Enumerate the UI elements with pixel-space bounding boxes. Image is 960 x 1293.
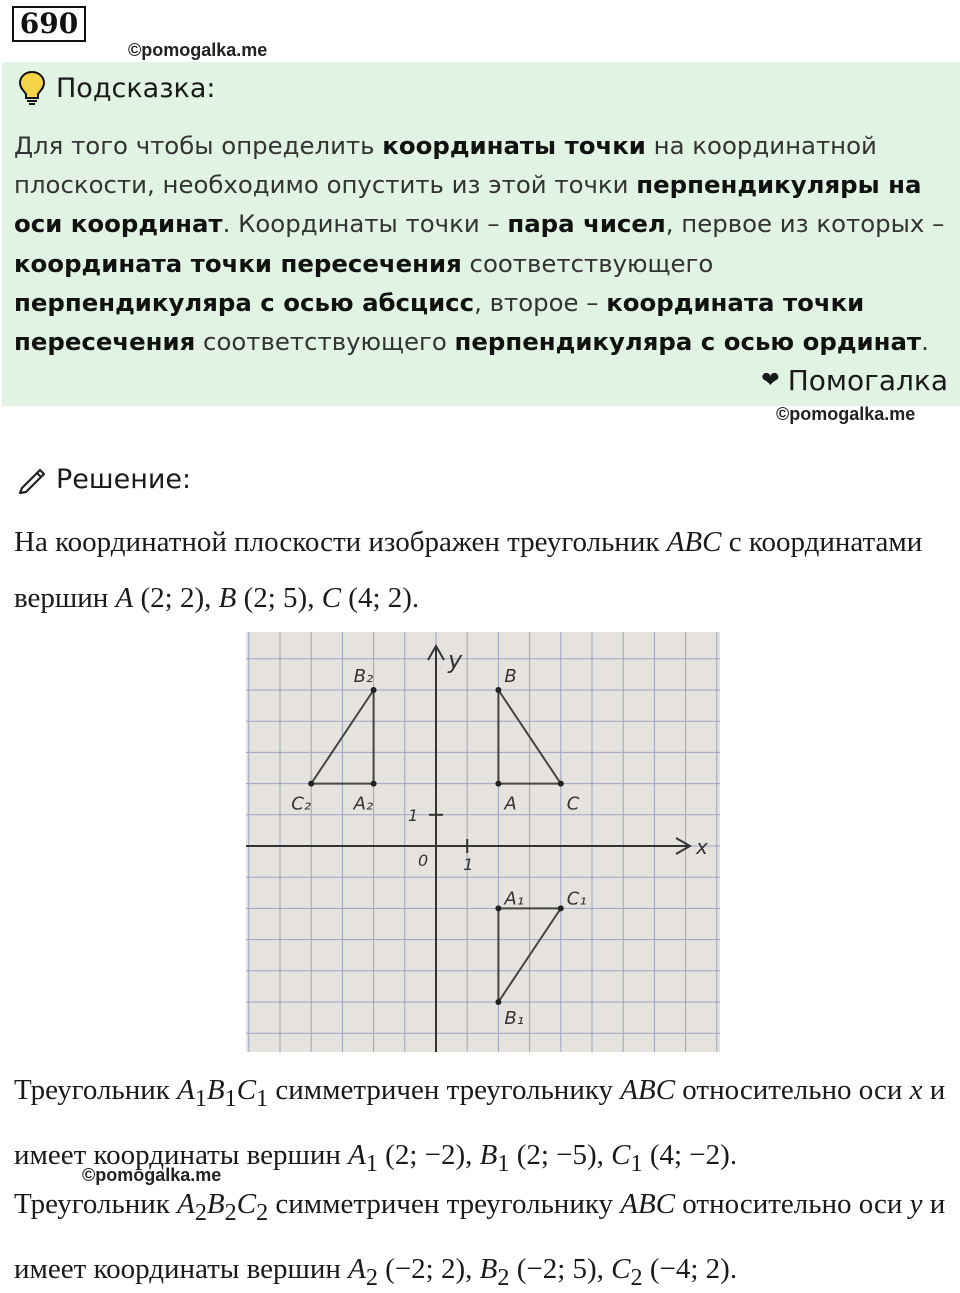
- unit-y-label: 1: [408, 805, 419, 825]
- hint-title: [18, 70, 216, 106]
- vertex-label: B: [504, 666, 517, 687]
- solution-title-text: Решение:: [56, 463, 192, 495]
- vertex-point: [495, 687, 501, 693]
- pencil-icon: [16, 462, 50, 496]
- axis-y-label: y: [448, 646, 463, 674]
- watermark: ©pomogalka.me: [776, 404, 916, 424]
- hint-segment: . Координаты точки –: [222, 209, 508, 239]
- watermark: ©pomogalka.me: [128, 40, 268, 60]
- hint-segment: перпендикуляра с осью абсцисс: [14, 287, 475, 317]
- hint-text: [14, 126, 949, 361]
- vertex-point: [495, 781, 501, 787]
- vertex-label: C₂: [291, 793, 311, 815]
- hint-segment: , второе –: [474, 287, 607, 317]
- origin-label: 0: [418, 851, 429, 870]
- hint-segment: Для того чтобы определить: [14, 131, 383, 160]
- vertex-point: [308, 781, 314, 787]
- coordinate-plane: [246, 632, 720, 1052]
- solution-paragraph-1: На координатной плоскости изображен треугольник ABC с координатами вершин A (2; 2), B (2; 5), C (4; 2).: [14, 526, 923, 614]
- vertex-point: [371, 687, 377, 693]
- watermark: ©pomogalka.me: [82, 1165, 222, 1185]
- vertex-point: [495, 999, 501, 1005]
- vertex-label: A: [504, 793, 517, 815]
- hint-title-text: Подсказка:: [56, 72, 216, 104]
- unit-x-label: 1: [463, 855, 474, 874]
- hint-segment: соответствующего: [195, 327, 455, 357]
- hint-segment: координата точки пересечения: [14, 248, 462, 278]
- vertex-point: [558, 905, 564, 911]
- vertex-label: C₁: [566, 888, 587, 910]
- hint-segment: пара чисел: [507, 209, 666, 239]
- lightbulb-icon: [18, 70, 46, 106]
- hint-segment: , первое из которых –: [665, 209, 945, 239]
- vertex-point: [371, 781, 377, 787]
- hint-segment: соответствующего: [461, 248, 714, 278]
- hint-segment: координата точки пересечения: [14, 287, 865, 357]
- vertex-label: C: [566, 793, 580, 815]
- hint-segment: перпендикуляры на оси координат: [14, 170, 922, 239]
- solution-paragraph-3: Треугольник $A_2B_2C_2$ симметричен треугольнику ABC относительно оси y и имеет координаты вершин $A_2$ (−2; 2), $B_2$ (−2; 5), $C_2$ (−4; 2).: [14, 1188, 946, 1291]
- vertex-point: [495, 905, 501, 911]
- vertex-label: A₂: [353, 793, 374, 815]
- hint-segment: перпендикуляра с осью ординат: [454, 327, 922, 357]
- hint-segment: .: [921, 327, 929, 357]
- hint-segment: на координатной плоскости, необходимо опустить из этой точки: [14, 131, 877, 200]
- vertex-label: B₁: [504, 1008, 524, 1029]
- vertex-label: A₁: [504, 888, 524, 910]
- coordinate-figure: [246, 632, 720, 1052]
- hint-segment: координаты точки: [382, 131, 646, 160]
- vertex-label: B₂: [353, 666, 374, 687]
- signature-text: Помогалка: [787, 364, 948, 397]
- task-number: 690: [12, 6, 86, 42]
- axis-x-label: x: [696, 835, 708, 859]
- solution-paragraph-2: Треугольник $A_1B_1C_1$ симметричен треугольнику ABC относительно оси x и имеет координаты вершин $A_1$ (2; −2), $B_1$ (2; −5), $C_1$ (4; −2).: [14, 1074, 946, 1177]
- heart-icon: ❤: [761, 368, 780, 393]
- vertex-point: [558, 781, 564, 787]
- solution-title: [16, 462, 191, 496]
- signature: [761, 364, 948, 397]
